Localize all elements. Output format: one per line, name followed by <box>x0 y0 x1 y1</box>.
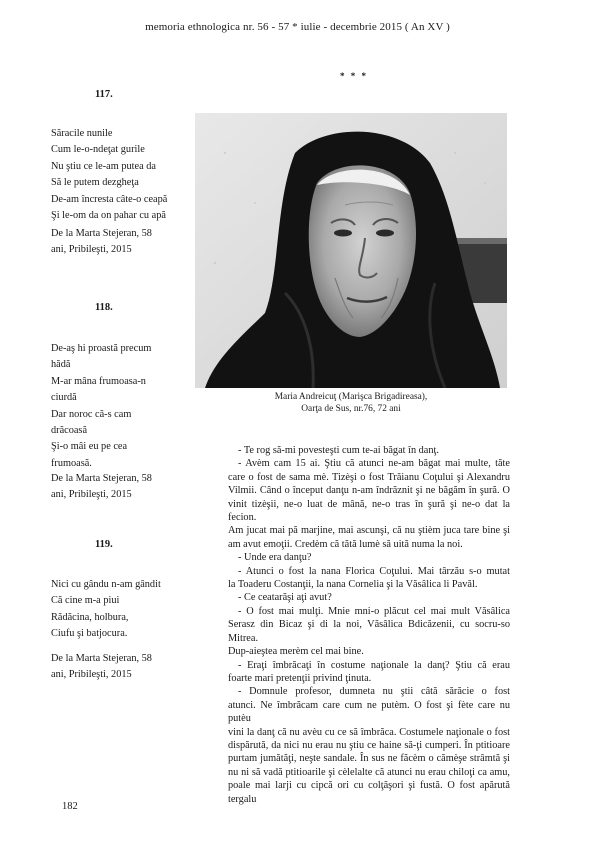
interview-line: - Unde era danţu? <box>238 552 312 564</box>
interview-line: Serasz din Bicaz şi di la noi, Văsâlica Bdicăzenii, cu socru-so Mitrea. <box>228 619 510 644</box>
interview-line: foarte mari pretenţii privind ţinuta. <box>228 672 372 684</box>
verse-line: hădă <box>51 359 71 371</box>
interview-line: - Atunci o fost la nana Florica Coţului. Mai târzău s-o mutat <box>238 565 510 577</box>
source-line: De la Marta Stejeran, 58 <box>51 653 152 664</box>
interview-line: - Te rog să-mi povesteşti cum te-ai băgat în danţ. <box>238 445 439 456</box>
poem-verse <box>51 341 191 472</box>
verse-line: Nici cu gându n-am gândit <box>51 579 161 590</box>
verse-line: Nu ştiu ce le-am putea da <box>51 160 156 172</box>
source-line: ani, Pribileşti, 2015 <box>51 669 132 681</box>
verse-line: Ciufu şi batjocura. <box>51 628 128 640</box>
portrait-photo <box>195 113 507 388</box>
interview-line: - Avèm cam 15 ai. Ştiu că atunci ne-am băgat mai multe, tăte <box>238 458 510 470</box>
interview-line: Dup-aieştea merèm cel mai bine. <box>228 646 364 658</box>
interview-line: poale mai larji cu cipcă ori cu colţăşori şi fustă. O fost apărută tergalu <box>228 780 510 805</box>
source-line: ani, Pribileşti, 2015 <box>51 489 132 501</box>
verse-line: Rădăcina, holbura, <box>51 611 129 623</box>
source-line: De la Marta Stejeran, 58 <box>51 228 152 239</box>
interview-line: - Domnule profesor, dumneta nu ştii câtă sărăcie o fost <box>238 686 510 698</box>
photo-caption <box>195 391 507 415</box>
verse-line: Să le putem dezgheţa <box>51 177 139 189</box>
interview-line: - Ce ceatarăşi aţi avut? <box>238 592 332 604</box>
poem-verse <box>51 577 191 643</box>
interview-line: la Toaderu Costanţii, la nana Cornelia şi la Văsâlica li Pavăl. <box>228 579 478 591</box>
verse-line: Şi le-om da on pahar cu apă <box>51 210 166 222</box>
verse-line: Că cine m-a piui <box>51 595 120 607</box>
verse-line: M-ar mâna frumoasa-n <box>51 375 146 387</box>
page-number: 182 <box>62 801 78 812</box>
interview-line: care o fost de sama mè. Tizèşi o fost Trăianu Coţului şi Alexandru <box>228 471 510 483</box>
caption-line: Oarţa de Sus, nr.76, 72 ani <box>301 404 401 414</box>
interview-line: - Eraţi îmbrăcaţi în costume naţionale la danţ? Ştiu că erau <box>238 659 510 671</box>
verse-line: ciurdă <box>51 392 77 404</box>
poem-number: 118. <box>95 302 113 313</box>
section-separator: * * * <box>340 71 368 81</box>
interview-line: vini la danţ că nu avèu cu ce să îmbrăca. Costumele naţionale o fost <box>228 726 510 738</box>
verse-line: Dar noroc că-s cam <box>51 408 132 420</box>
verse-line: De-aş hi proastă precum <box>51 343 152 354</box>
running-header: memoria ethnologica nr. 56 - 57 * iulie - decembrie 2015 ( An XV ) <box>145 21 450 33</box>
interview-line: atunci. Ne îmbrăcam care cum ne putèm. O fost şi fète care nu putèu <box>228 699 510 725</box>
verse-line: De-am încresta câte-o ceapă <box>51 193 168 205</box>
source-line: ani, Pribileşti, 2015 <box>51 244 132 256</box>
interview-text <box>228 444 510 806</box>
verse-line: frumoasă. <box>51 457 92 469</box>
poem-source <box>51 651 181 684</box>
verse-line: Săracile nunile <box>51 128 113 139</box>
interview-line: - O fost mai mulţi. Mnie mni-o plăcut cel mai mult Văsâlica <box>238 605 510 617</box>
interview-line: vinit tizèşii, ne-o luat de mână, ne-o tras în şură şi ne-o dat la fecion. <box>228 498 510 524</box>
interview-line: purtam jumătăţi, neşte sandale. În sus ne făcèm o cămèşe strâmtă şi <box>228 753 510 765</box>
verse-line: Cum le-o-ndeţat gurile <box>51 144 145 156</box>
poem-number: 119. <box>95 539 113 550</box>
poem-number: 117. <box>95 89 113 100</box>
poem-source <box>51 471 181 504</box>
interview-line: nu ni să vadă ptitioarile şi cèlelalte că atunci nu erau chiloţi ca amu, <box>228 766 510 778</box>
interview-line: dispărută, da nici nu erau nu ştiu ce haine să-ţi cumperi. În ptitioare <box>228 739 510 751</box>
caption-line: Maria Andreicuţ (Marişca Brigadireasa), <box>274 392 428 402</box>
verse-line: Şi-o mâi eu pe cea <box>51 441 128 453</box>
interview-line: am avut emoţii. Credèm că tătă lumè să uită numa la noi. <box>228 538 463 550</box>
poem-source <box>51 226 181 259</box>
interview-line: Vilmii. Când o început danţu n-am îndrăznit şi ne băgăm în şură. O <box>228 485 510 497</box>
verse-line: drăcoasă <box>51 425 88 437</box>
poem-verse <box>51 126 191 224</box>
interview-line: Am jucat mai pă marjine, mai ascunşi, că nu ştièm juca tare bine şi <box>228 525 510 537</box>
source-line: De la Marta Stejeran, 58 <box>51 473 152 484</box>
